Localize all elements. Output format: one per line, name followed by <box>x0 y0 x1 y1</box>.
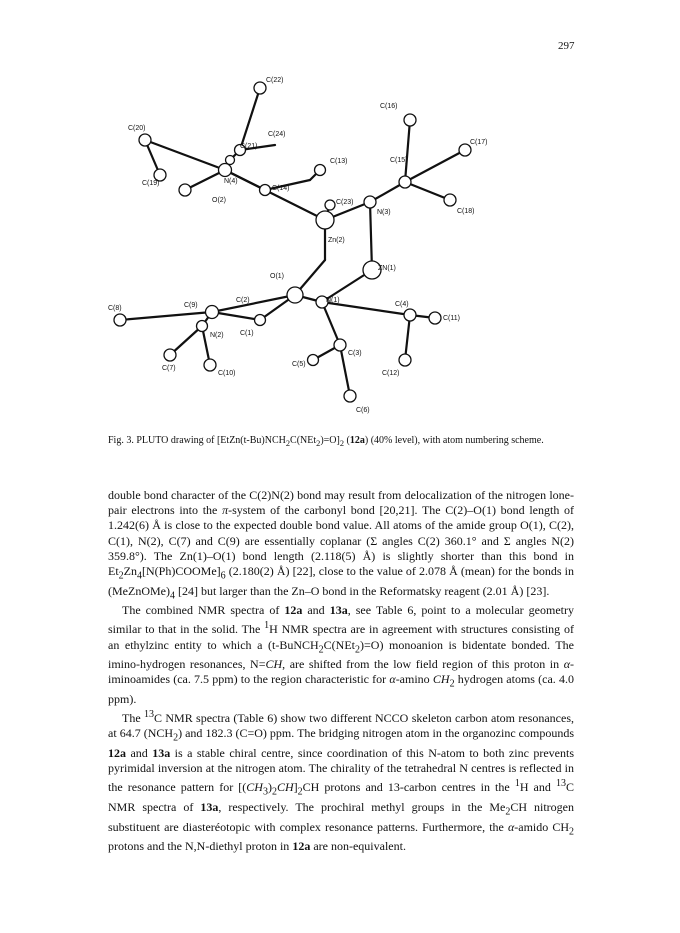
atom-label: N(4) <box>224 178 238 185</box>
atom-label: C(5) <box>292 361 306 368</box>
atom-label: C(12) <box>382 370 400 377</box>
atom-label: C(13) <box>330 158 348 165</box>
atom-label: ZN(1) <box>378 265 396 272</box>
pluto-molecular-drawing <box>100 70 550 420</box>
atom-label: C(11) <box>443 315 460 322</box>
atom-label: C(21) <box>240 143 258 150</box>
atom-label: C(3) <box>348 350 362 357</box>
atom-label: C(20) <box>128 125 146 132</box>
atom-label: C(4) <box>395 301 409 308</box>
atom-label: C(7) <box>162 365 176 372</box>
atom-label: O(1) <box>270 273 284 280</box>
atom-label: C(1) <box>240 330 254 337</box>
atom-label: C(19) <box>142 180 160 187</box>
paragraph: The combined NMR spectra of 12a and 13a, see Table 6, point to a molecular geometry similar to that in the solid. The $^1$H NMR spectra are in agreement with structures consisting of an ethylzinc entity to which a (t-BuNCH$_2$C(NEt$_2$)=O) monoanion is bidentate bonded. The imino-hydrogen resonances, N=CH, are shifted from the low field region of this proton in α-iminoamides (ca. 7.5 ppm) to the region characteristic for α-amino $CH_2$ hydrogen atoms (ca. 4.0 ppm). <box>108 603 574 706</box>
atom-label: C(22) <box>266 77 284 84</box>
atom-label: C(8) <box>108 305 122 312</box>
atom-label: C(2) <box>236 297 250 304</box>
atom-label: C(24) <box>268 131 286 138</box>
paragraph: The $^{13}$C NMR spectra (Table 6) show two different NCCO skeleton carbon atom resonances, at 64.7 $(NCH_2)$ and 182.3 (C=O) ppm. The bridging nitrogen atom in the organozinc compounds 12a and 13a is a stable chiral centre, since coordination of this N-atom to both zinc prevents pyrimidal inversion at the nitrogen atom. The chirality of the tetrahedral N centres is reflected in the resonance pattern for $[(CH_3)_2CH]_2CH$ protons and 13-carbon centres in the $^1$H and $^{13}$C NMR spectra of 13a, respectively. The prochiral methyl groups in the $Me_2CH$ nitrogen substituent are diasteréotopic with complex resonance patterns. Furthermore, the α-amido $CH_2$ protons and the N,N-diethyl proton in 12a are non-equivalent. <box>108 709 575 854</box>
page-number: 297 <box>558 40 575 52</box>
atom-label: N(1) <box>326 297 340 304</box>
atom-label: N(2) <box>210 332 224 339</box>
atom-label: O(2) <box>212 197 226 204</box>
body-text <box>108 488 574 854</box>
atom-label: C(17) <box>470 139 488 146</box>
atom-label: C(14) <box>272 185 290 192</box>
atom-label: Zn(2) <box>328 237 345 244</box>
atom-label: C(15) <box>390 157 408 164</box>
atom-label: C(6) <box>356 407 370 414</box>
atom-label: C(23) <box>336 199 354 206</box>
atom-label: C(16) <box>380 103 398 110</box>
atom-label: C(10) <box>218 370 236 377</box>
paragraph: double bond character of the C(2)N(2) bond may result from delocalization of the nitrogen lone-pair electrons into the π-system of the carbonyl bond [20,21]. The C(2)–O(1) bond length of 1.242(6) Å is close to the expected double bond value. All atoms of the amide group O(1), C(2), C(1), N(2), C(7) and C(9) are essentially coplanar (Σ angles C(2) 360.1° and Σ angles N(2) 359.8°). The Zn(1)–O(1) bond length (2.118(5) Å) is slightly shorter than this bond in $Et_2Zn_4[N(Ph)COOMe]_6$ (2.180(2) Å) [22], close to the value of 2.078 Å (mean) for the bonds in $(MeZnOMe)_4$ [24] but larger than the Zn–O bond in the Reformatsky reagent (2.01 Å) [23]. <box>108 488 575 601</box>
figure-caption: Fig. 3. PLUTO drawing of $[EtZn(t-Bu)NCH_2C(NEt_2)=O]_2$ (12a) (40% level), with atom numbering scheme. <box>108 435 544 448</box>
atom-label: C(18) <box>457 208 475 215</box>
atom-label: C(9) <box>184 302 198 309</box>
atom-label: N(3) <box>377 209 391 216</box>
